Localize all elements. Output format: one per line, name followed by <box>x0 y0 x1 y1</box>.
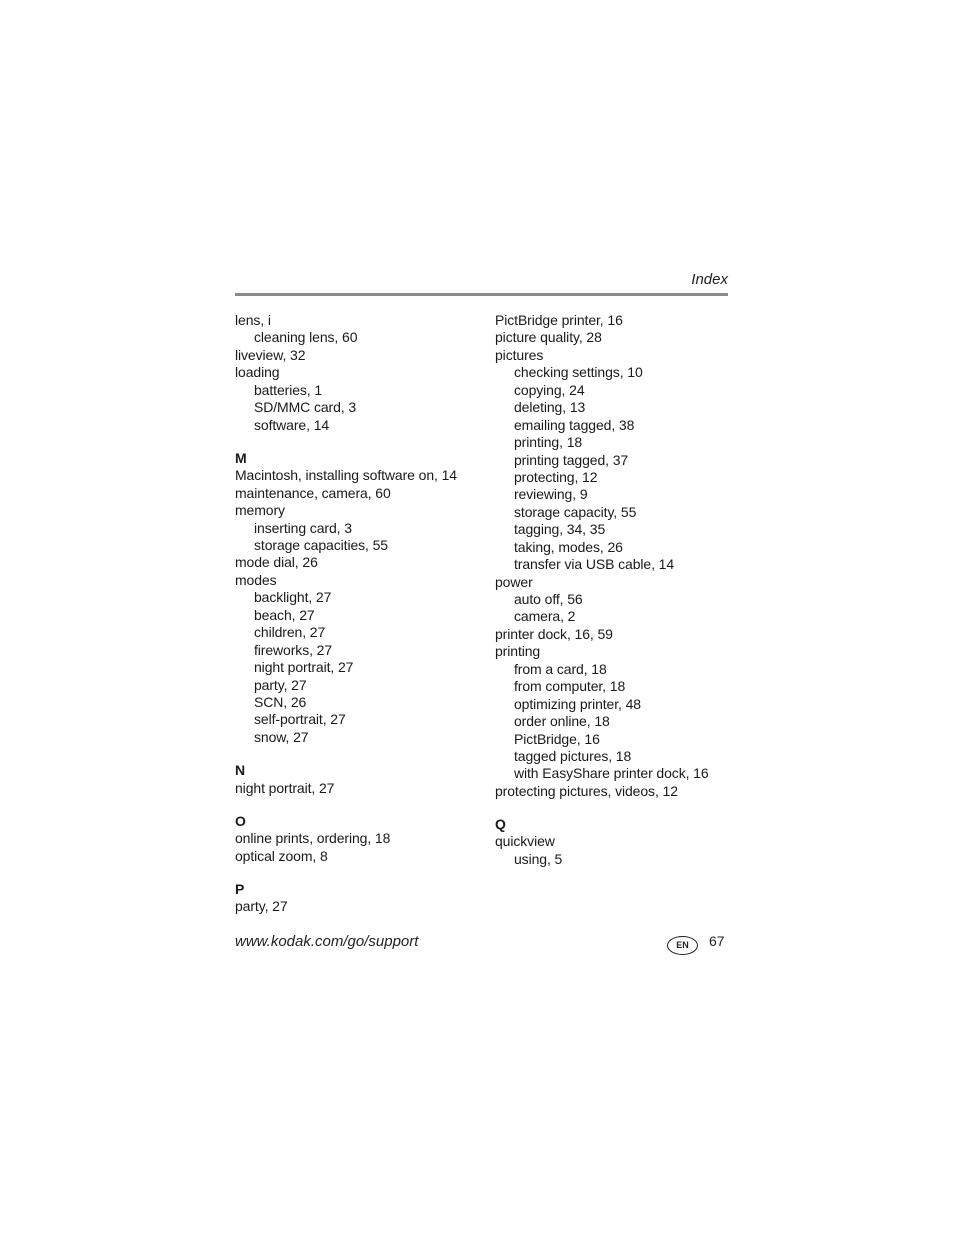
index-spacer <box>235 434 485 450</box>
index-subentry: from computer, 18 <box>514 678 626 695</box>
index-entry: quickview <box>495 833 555 850</box>
index-subentry: backlight, 27 <box>254 589 332 606</box>
language-badge: EN <box>667 936 698 955</box>
index-entry: mode dial, 26 <box>235 554 318 571</box>
index-entry: protecting pictures, videos, 12 <box>495 782 678 799</box>
index-section-letter: Q <box>495 816 506 833</box>
index-entry: maintenance, camera, 60 <box>235 484 391 501</box>
index-entry: picture quality, 28 <box>495 329 602 346</box>
page-header-title: Index <box>691 271 728 288</box>
index-entry: lens, i <box>235 312 271 328</box>
index-subentry: beach, 27 <box>254 606 315 623</box>
index-spacer <box>235 865 485 881</box>
index-entry: online prints, ordering, 18 <box>235 830 391 847</box>
index-subentry: tagging, 34, 35 <box>514 521 606 538</box>
index-subentry: fireworks, 27 <box>254 641 333 658</box>
index-subentry: SCN, 26 <box>254 693 307 710</box>
index-column-left <box>235 312 485 916</box>
index-subentry: transfer via USB cable, 14 <box>514 556 675 573</box>
index-entry: loading <box>235 364 280 381</box>
index-subentry: auto off, 56 <box>514 591 583 607</box>
index-subentry: party, 27 <box>254 676 307 693</box>
index-subentry: copying, 24 <box>514 381 585 398</box>
page-number: 67 <box>709 933 725 949</box>
index-entry: memory <box>235 502 285 519</box>
index-spacer <box>235 746 485 762</box>
index-subentry: using, 5 <box>514 850 563 867</box>
index-subentry: storage capacities, 55 <box>254 537 388 554</box>
index-entry: Macintosh, installing software on, 14 <box>235 467 457 484</box>
index-entry: modes <box>235 571 277 588</box>
index-section-letter: P <box>235 880 245 897</box>
index-entry: printer dock, 16, 59 <box>495 625 613 642</box>
index-entry: pictures <box>495 346 544 363</box>
index-subentry: camera, 2 <box>514 608 576 625</box>
index-entry: optical zoom, 8 <box>235 847 328 864</box>
index-subentry: tagged pictures, 18 <box>514 747 632 764</box>
index-subentry: protecting, 12 <box>514 468 598 485</box>
index-entry: printing <box>495 643 541 660</box>
index-subentry: PictBridge, 16 <box>514 730 600 747</box>
index-subentry: storage capacity, 55 <box>514 503 637 520</box>
footer-support-url[interactable]: www.kodak.com/go/support <box>235 933 419 950</box>
index-subentry: reviewing, 9 <box>514 486 588 503</box>
index-subentry: from a card, 18 <box>514 660 607 677</box>
index-subentry: software, 14 <box>254 416 330 433</box>
index-subentry: printing tagged, 37 <box>514 451 629 468</box>
index-subentry: with EasyShare printer dock, 16 <box>514 765 709 782</box>
index-subentry: deleting, 13 <box>514 399 586 416</box>
index-entry: liveview, 32 <box>235 346 306 363</box>
index-subentry: cleaning lens, 60 <box>254 329 358 346</box>
index-subentry: snow, 27 <box>254 728 309 745</box>
index-subentry: printing, 18 <box>514 434 583 451</box>
index-subentry: checking settings, 10 <box>514 364 643 381</box>
index-subentry: order online, 18 <box>514 713 610 730</box>
index-column-right <box>495 312 735 868</box>
index-subentry: inserting card, 3 <box>254 519 352 536</box>
index-subentry: optimizing printer, 48 <box>514 695 641 712</box>
index-subentry: emailing tagged, 38 <box>514 416 635 433</box>
index-entry: PictBridge printer, 16 <box>495 312 623 328</box>
index-spacer <box>235 797 485 813</box>
index-subentry: batteries, 1 <box>254 381 323 398</box>
index-spacer <box>495 800 735 816</box>
index-entry: party, 27 <box>235 898 288 915</box>
index-subentry: taking, modes, 26 <box>514 538 623 555</box>
index-subentry: self-portrait, 27 <box>254 711 346 728</box>
index-section-letter: N <box>235 762 246 779</box>
index-section-letter: O <box>235 812 246 829</box>
header-divider <box>235 293 728 296</box>
index-subentry: SD/MMC card, 3 <box>254 399 357 416</box>
index-subentry: night portrait, 27 <box>254 659 354 676</box>
index-entry: power <box>495 573 533 590</box>
index-entry: night portrait, 27 <box>235 779 335 796</box>
index-section-letter: M <box>235 449 247 466</box>
index-subentry: children, 27 <box>254 624 326 641</box>
